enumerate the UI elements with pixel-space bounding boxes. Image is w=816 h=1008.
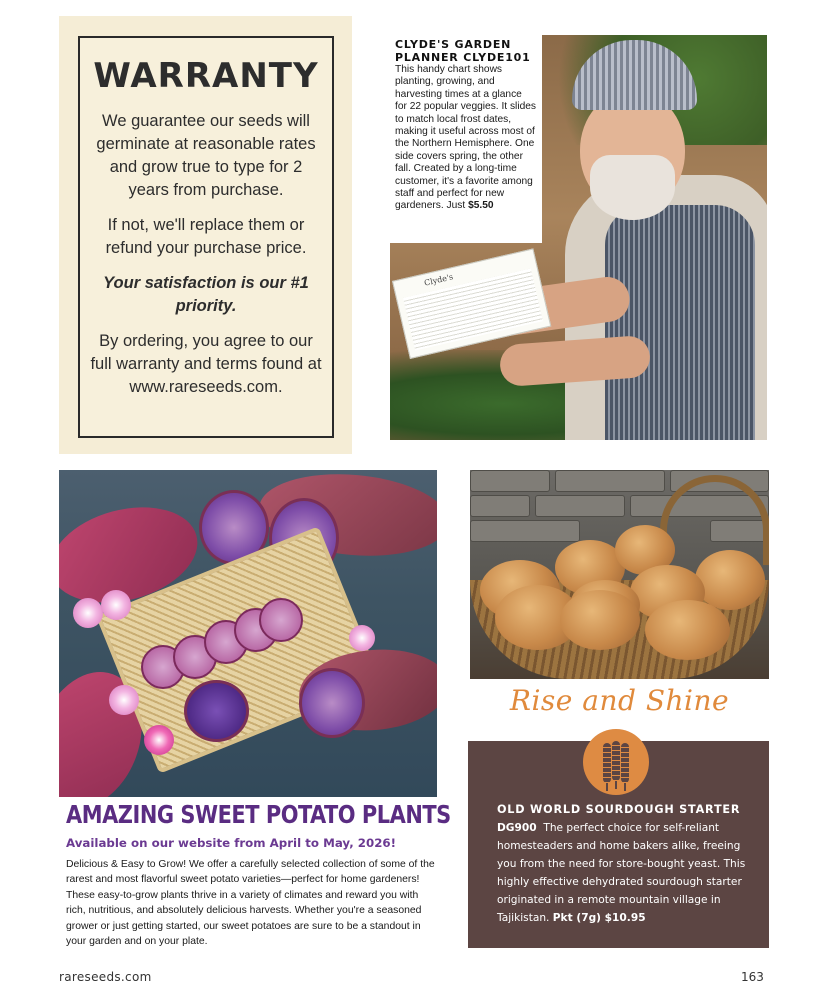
stone <box>535 495 625 517</box>
sourdough-heading: OLD WORLD SOURDOUGH STARTER <box>497 803 741 816</box>
warranty-guarantee: We guarantee our seeds will germinate at reasonable rates and grow true to type for 2 years from purchase. <box>96 112 316 199</box>
bread-loaf <box>695 550 765 610</box>
warranty-terms: By ordering, you agree to our full warranty and terms found at www.rareseeds.com. <box>90 332 322 396</box>
warranty-text <box>80 110 332 399</box>
sweet-potato-description: Delicious & Easy to Grow! We offer a carefully selected collection of some of the rarest and most flavorful sweet potato varieties—perfect for home gardeners! These easy-to-grow plants thrive in a variety of climates and reward you with rich, nutritious, and absolutely delicious harvests. Whether you're a seasoned grower or just getting started, our sweet potatoes are sure to be a standout in your garden and on your plate. <box>66 859 435 948</box>
sweet-potato-subtitle: Available on our website from April to May, 2026! <box>66 836 397 850</box>
flower <box>144 725 174 755</box>
clyde-caption <box>390 35 542 243</box>
warranty-box <box>78 36 334 438</box>
flower <box>101 590 131 620</box>
clyde-price: $5.50 <box>468 200 494 212</box>
wheat-stalk <box>612 741 620 781</box>
sweet-potato-title: AMAZING SWEET POTATO PLANTS <box>66 800 451 829</box>
sweet-potato-cut <box>184 680 249 742</box>
clyde-body: This handy chart shows planting, growing, and harvesting times at a glance for 22 popular veggies. It slides to match local frost dates, making it useful across most of the Northern Hemisphere. One side covers spring, the other fall. Created by a long-time customer, it's a favorite among staff and perfect for new gardeners. Just <box>395 64 537 212</box>
bread-loaf <box>645 600 730 660</box>
clyde-heading: CLYDE'S GARDEN PLANNER CLYDE101 <box>395 38 531 64</box>
warranty-title: WARRANTY <box>93 56 319 96</box>
sourdough-code: DG900 <box>497 822 537 834</box>
stone <box>470 520 580 542</box>
bread-loaf <box>560 590 640 650</box>
flower <box>349 625 375 651</box>
flower <box>73 598 103 628</box>
wheat-icon <box>583 729 649 795</box>
sweet-potato-cut <box>299 668 365 738</box>
stone <box>470 470 550 492</box>
planner-card-title: Clyde's <box>423 272 454 288</box>
clyde-overalls <box>605 205 755 440</box>
sweet-potato-photo <box>59 470 437 797</box>
wheat-stalk <box>603 743 611 783</box>
footer-website: rareseeds.com <box>59 970 152 984</box>
page-number: 163 <box>741 970 764 984</box>
sweet-potato-slice <box>259 598 303 642</box>
clyde-beard <box>590 155 675 220</box>
rise-and-shine-banner: Rise and Shine <box>509 684 730 717</box>
warranty-satisfaction: Your satisfaction is our #1 priority. <box>103 274 309 315</box>
bread-photo <box>470 470 769 679</box>
stone <box>470 495 530 517</box>
sourdough-price: Pkt (7g) $10.95 <box>552 912 646 924</box>
sourdough-description <box>497 819 759 927</box>
stone <box>555 470 665 492</box>
sourdough-body: The perfect choice for self-reliant homesteaders and home bakers alike, freeing you from the need for store-bought yeast. This highly effective dehydrated sourdough starter originated in a remote mountain village in Tajikistan. <box>497 822 746 924</box>
flower <box>109 685 139 715</box>
wheat-stalk <box>621 743 629 783</box>
clyde-description <box>395 64 536 213</box>
warranty-replace: If not, we'll replace them or refund your purchase price. <box>105 216 307 257</box>
